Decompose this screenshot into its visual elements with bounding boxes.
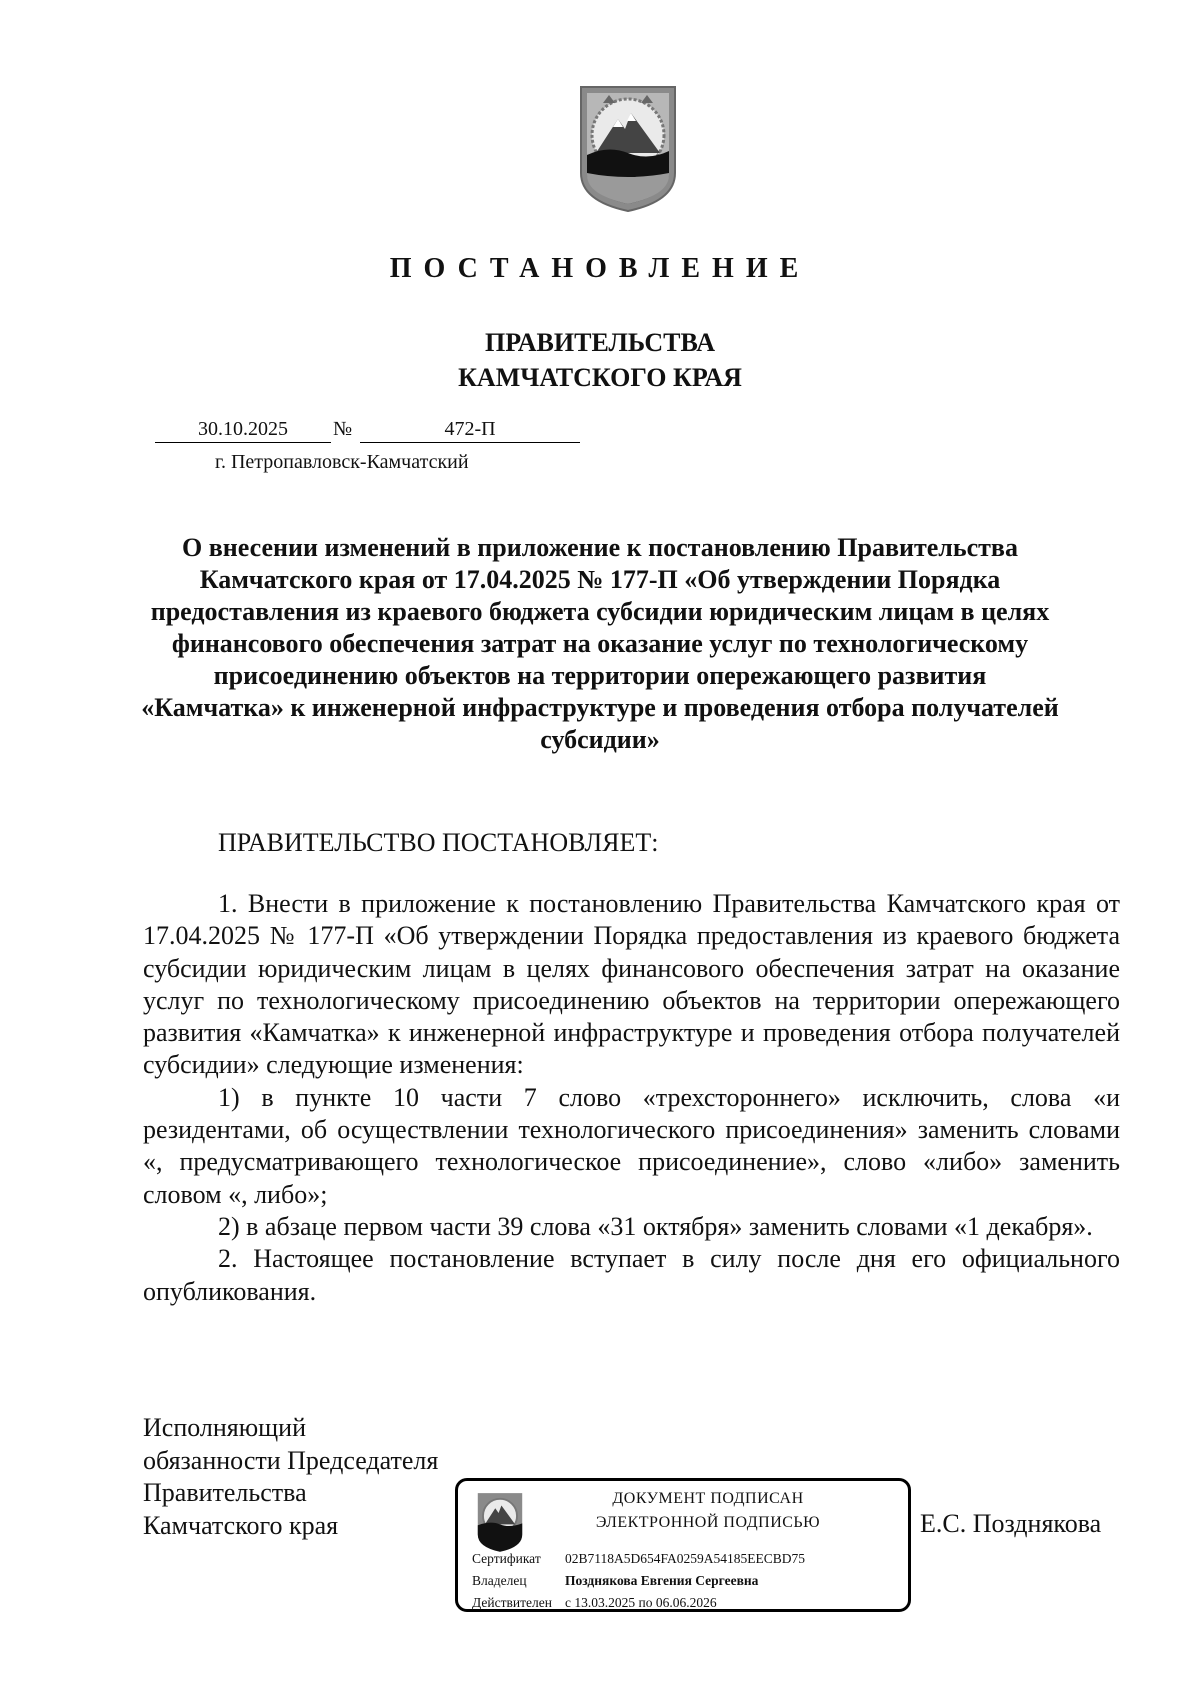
signer-title-line-3: Правительства: [143, 1478, 307, 1507]
esig-validity-row: [472, 1595, 717, 1611]
kamchatka-coat-of-arms-icon: [573, 83, 683, 213]
signer-title-line-2: обязанности Председателя: [143, 1445, 439, 1475]
body-paragraph-2: 1) в пункте 10 части 7 слово «трехстороннего» исключить, слова «и резидентами, об осуществлении технологического присоединения» заменить словами «, предусматривающего технологическое присоединение», слово «либо» заменить словом «, либо»;: [143, 1082, 1120, 1209]
esig-owner-value: Позднякова Евгения Сергеевна: [565, 1573, 759, 1588]
signer-title-line-4: Камчатского края: [143, 1510, 339, 1540]
kamchatka-coat-of-arms-icon: [474, 1491, 526, 1553]
authority-line-2: КАМЧАТСКОГО КРАЯ: [458, 363, 742, 392]
esig-validity-label: Действителен: [472, 1595, 552, 1610]
authority-line-1: ПРАВИТЕЛЬСТВА: [485, 328, 715, 357]
esig-certificate-value: 02B7118A5D654FA0259A54185EECBD75: [565, 1551, 806, 1566]
electronic-signature-stamp: [455, 1478, 911, 1612]
esig-owner-label: Владелец: [472, 1573, 527, 1588]
signer-name: Е.С. Позднякова: [920, 1509, 1102, 1538]
esig-header-line-2: ЭЛЕКТРОННОЙ ПОДПИСЬЮ: [595, 1514, 821, 1531]
body-paragraph-3: 2) в абзаце первом части 39 слова «31 октября» заменить словами «1 декабря».: [218, 1211, 1093, 1241]
esig-header-line-1: ДОКУМЕНТ ПОДПИСАН: [612, 1490, 804, 1507]
esig-owner-row: [472, 1573, 758, 1589]
document-type-heading: ПОСТАНОВЛЕНИЕ: [389, 253, 811, 284]
document-subject: О внесении изменений в приложение к постановлению Правительства Камчатского края от 17.04.2025 № 177-П «Об утверждении Порядка предоставления из краевого бюджета субсидии юридическим лицам в целях финансового обеспечения затрат на оказание услуг по технологическому присоединению объектов на территории опережающего развития «Камчатка» к инженерной инфраструктуре и проведения отбора получателей субсидии»: [141, 533, 1059, 754]
document-number: 472-П: [444, 418, 496, 440]
city-of-issue: г. Петропавловск-Камчатский: [215, 451, 469, 473]
esig-certificate-label: Сертификат: [472, 1551, 541, 1566]
esig-validity-value: с 13.03.2025 по 06.06.2026: [565, 1595, 717, 1610]
signer-title: [143, 1412, 438, 1542]
decree-line: ПРАВИТЕЛЬСТВО ПОСТАНОВЛЯЕТ:: [218, 828, 659, 857]
signer-title-line-1: Исполняющий: [143, 1413, 307, 1442]
number-sign: №: [333, 418, 353, 440]
esig-certificate-row: [472, 1551, 805, 1567]
body-paragraph-1: 1. Внести в приложение к постановлению Правительства Камчатского края от 17.04.2025 № 177-П «Об утверждении Порядка предоставления из краевого бюджета субсидии юридическим лицам в целях финансового обеспечения затрат на оказание услуг по технологическому присоединению объектов на территории опережающего развития «Камчатка» к инженерной инфраструктуре и проведения отбора получателей субсидии» следующие изменения:: [143, 889, 1120, 1080]
issuing-authority: [0, 325, 1200, 395]
document-date: 30.10.2025: [198, 418, 288, 440]
document-body: [143, 888, 1120, 1308]
body-paragraph-4: 2. Настоящее постановление вступает в силу после дня его официального опубликования.: [143, 1244, 1120, 1306]
